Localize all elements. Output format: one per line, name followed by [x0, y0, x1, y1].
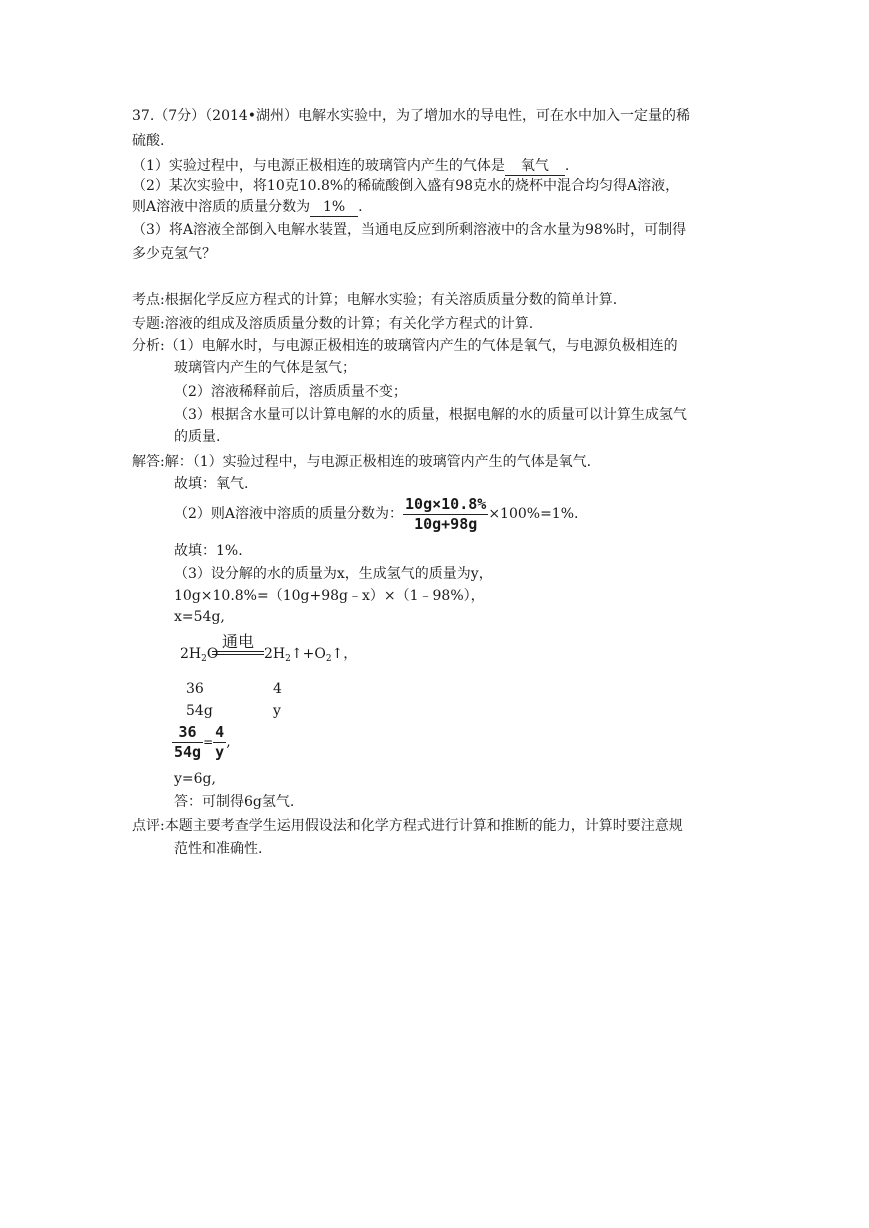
mass-fraction-numerator: 10g×10.8% — [405, 494, 487, 513]
q2-answer-blank: 1% — [310, 199, 358, 217]
review-label: 点评: — [132, 818, 165, 834]
ratio-h2o-mass: 36 — [186, 681, 204, 697]
equation-water: 10g×10.8%=（10g+98g﹣x）×（1﹣98%）， — [174, 588, 485, 604]
reaction-tail: ↑， — [331, 646, 358, 662]
reaction-product-o2-subscript: 2 — [325, 654, 332, 664]
proportion-left-denominator: 54g — [174, 742, 202, 761]
proportion-left-numerator: 36 — [172, 723, 203, 743]
given-h2o-mass: 54g — [186, 703, 213, 719]
proportion-tail: , — [226, 734, 231, 750]
question-part-3-line-2: 多少克氢气？ — [132, 246, 216, 262]
reaction-product-o2: ↑+O — [290, 646, 326, 662]
kaodian-label: 考点: — [132, 292, 165, 308]
fenxi-point-2: （2）溶液稀释前后，溶质质量不变； — [174, 384, 407, 400]
jieda-row — [132, 452, 591, 472]
reaction-product-h2: 2H — [264, 646, 286, 662]
fenxi-row — [132, 336, 678, 356]
proportion-right-denominator: y — [215, 742, 225, 761]
fill-answer-2: 故填：1%. — [174, 543, 243, 559]
kaodian-row — [132, 290, 617, 310]
reaction-reactant-subscript: 2 — [201, 654, 207, 664]
fenxi-label: 分析: — [132, 338, 165, 354]
solution-step-1: 解：（1）实验过程中，与电源正极相连的玻璃管内产生的气体是氧气. — [164, 454, 592, 470]
mass-fraction-denominator: 10g+98g — [414, 514, 478, 533]
zhuanti-row — [132, 314, 533, 334]
reaction-condition: 通电 — [221, 632, 254, 651]
kaodian-text: 根据化学反应方程式的计算；电解水实验；有关溶质质量分数的简单计算. — [164, 292, 618, 308]
proportion — [172, 722, 231, 762]
reaction-condition-arrow — [212, 633, 264, 655]
question-part-1 — [132, 156, 569, 176]
solution-step-2-text: （2）则A溶液中溶质的质量分数为： — [174, 506, 404, 522]
fenxi-point-1a: （1）电解水时，与电源正极相连的玻璃管内产生的气体是氧气，与电源负极相连的 — [164, 338, 678, 354]
reaction-reactant: 2H — [180, 646, 202, 662]
q2-suffix: . — [358, 199, 363, 215]
final-answer: 答：可制得6g氢气. — [174, 794, 295, 810]
question-line-2: 硫酸. — [132, 133, 165, 149]
question-part-2-line-2 — [132, 197, 363, 217]
review-line-2: 范性和准确性. — [174, 841, 263, 857]
result-y: y=6g, — [174, 771, 216, 787]
given-h2-mass: y — [273, 703, 281, 719]
equation-x-result: x=54g, — [174, 609, 225, 625]
solution-step-2-result: ×100%=1%. — [488, 506, 579, 522]
jieda-label: 解答: — [132, 454, 165, 470]
reaction-reactant-tail: O — [206, 646, 219, 662]
fenxi-point-3b: 的质量. — [174, 429, 221, 445]
proportion-equals: = — [203, 735, 214, 749]
ratio-h2-mass: 4 — [273, 681, 282, 697]
fill-answer-1: 故填：氧气. — [174, 476, 249, 492]
equals-sign — [212, 651, 264, 655]
fenxi-point-1b: 玻璃管内产生的气体是氢气； — [174, 360, 356, 376]
mass-fraction — [403, 495, 488, 534]
zhuanti-label: 专题: — [132, 316, 165, 332]
fenxi-point-3a: （3）根据含水量可以计算电解的水的质量，根据电解的水的质量可以计算生成氢气 — [174, 407, 687, 423]
zhuanti-text: 溶液的组成及溶质质量分数的计算；有关化学方程式的计算. — [164, 316, 534, 332]
review-row — [132, 816, 683, 836]
proportion-right — [213, 723, 226, 762]
q1-answer-blank: 氧气 — [505, 158, 565, 176]
q1-suffix: . — [564, 158, 570, 174]
review-line-1: 本题主要考查学生运用假设法和化学方程式进行计算和推断的能力，计算时要注意规 — [164, 818, 683, 834]
reaction-product-h2-subscript: 2 — [285, 654, 291, 664]
question-line-1: 37.（7分）（2014•湖州）电解水实验中，为了增加水的导电性，可在水中加入一定量的稀 — [132, 108, 691, 124]
question-part-2-line-1: （2）某次实验中，将10克10.8%的稀硫酸倒入盛有98克水的烧杯中混合均匀得A溶液， — [132, 178, 680, 194]
q1-text: （1）实验过程中，与电源正极相连的玻璃管内产生的气体是 — [132, 158, 505, 174]
reaction-right — [264, 644, 357, 669]
proportion-right-numerator: 4 — [215, 722, 225, 741]
solution-step-3: （3）设分解的水的质量为x，生成氢气的质量为y， — [174, 566, 493, 582]
question-part-3-line-1: （3）将A溶液全部倒入电解水装置，当通电反应到所剩溶液中的含水量为98%时，可制得 — [132, 222, 687, 238]
solution-step-2 — [174, 494, 578, 534]
proportion-left — [172, 723, 203, 762]
q2-text: 则A溶液中溶质的质量分数为 — [132, 199, 311, 215]
